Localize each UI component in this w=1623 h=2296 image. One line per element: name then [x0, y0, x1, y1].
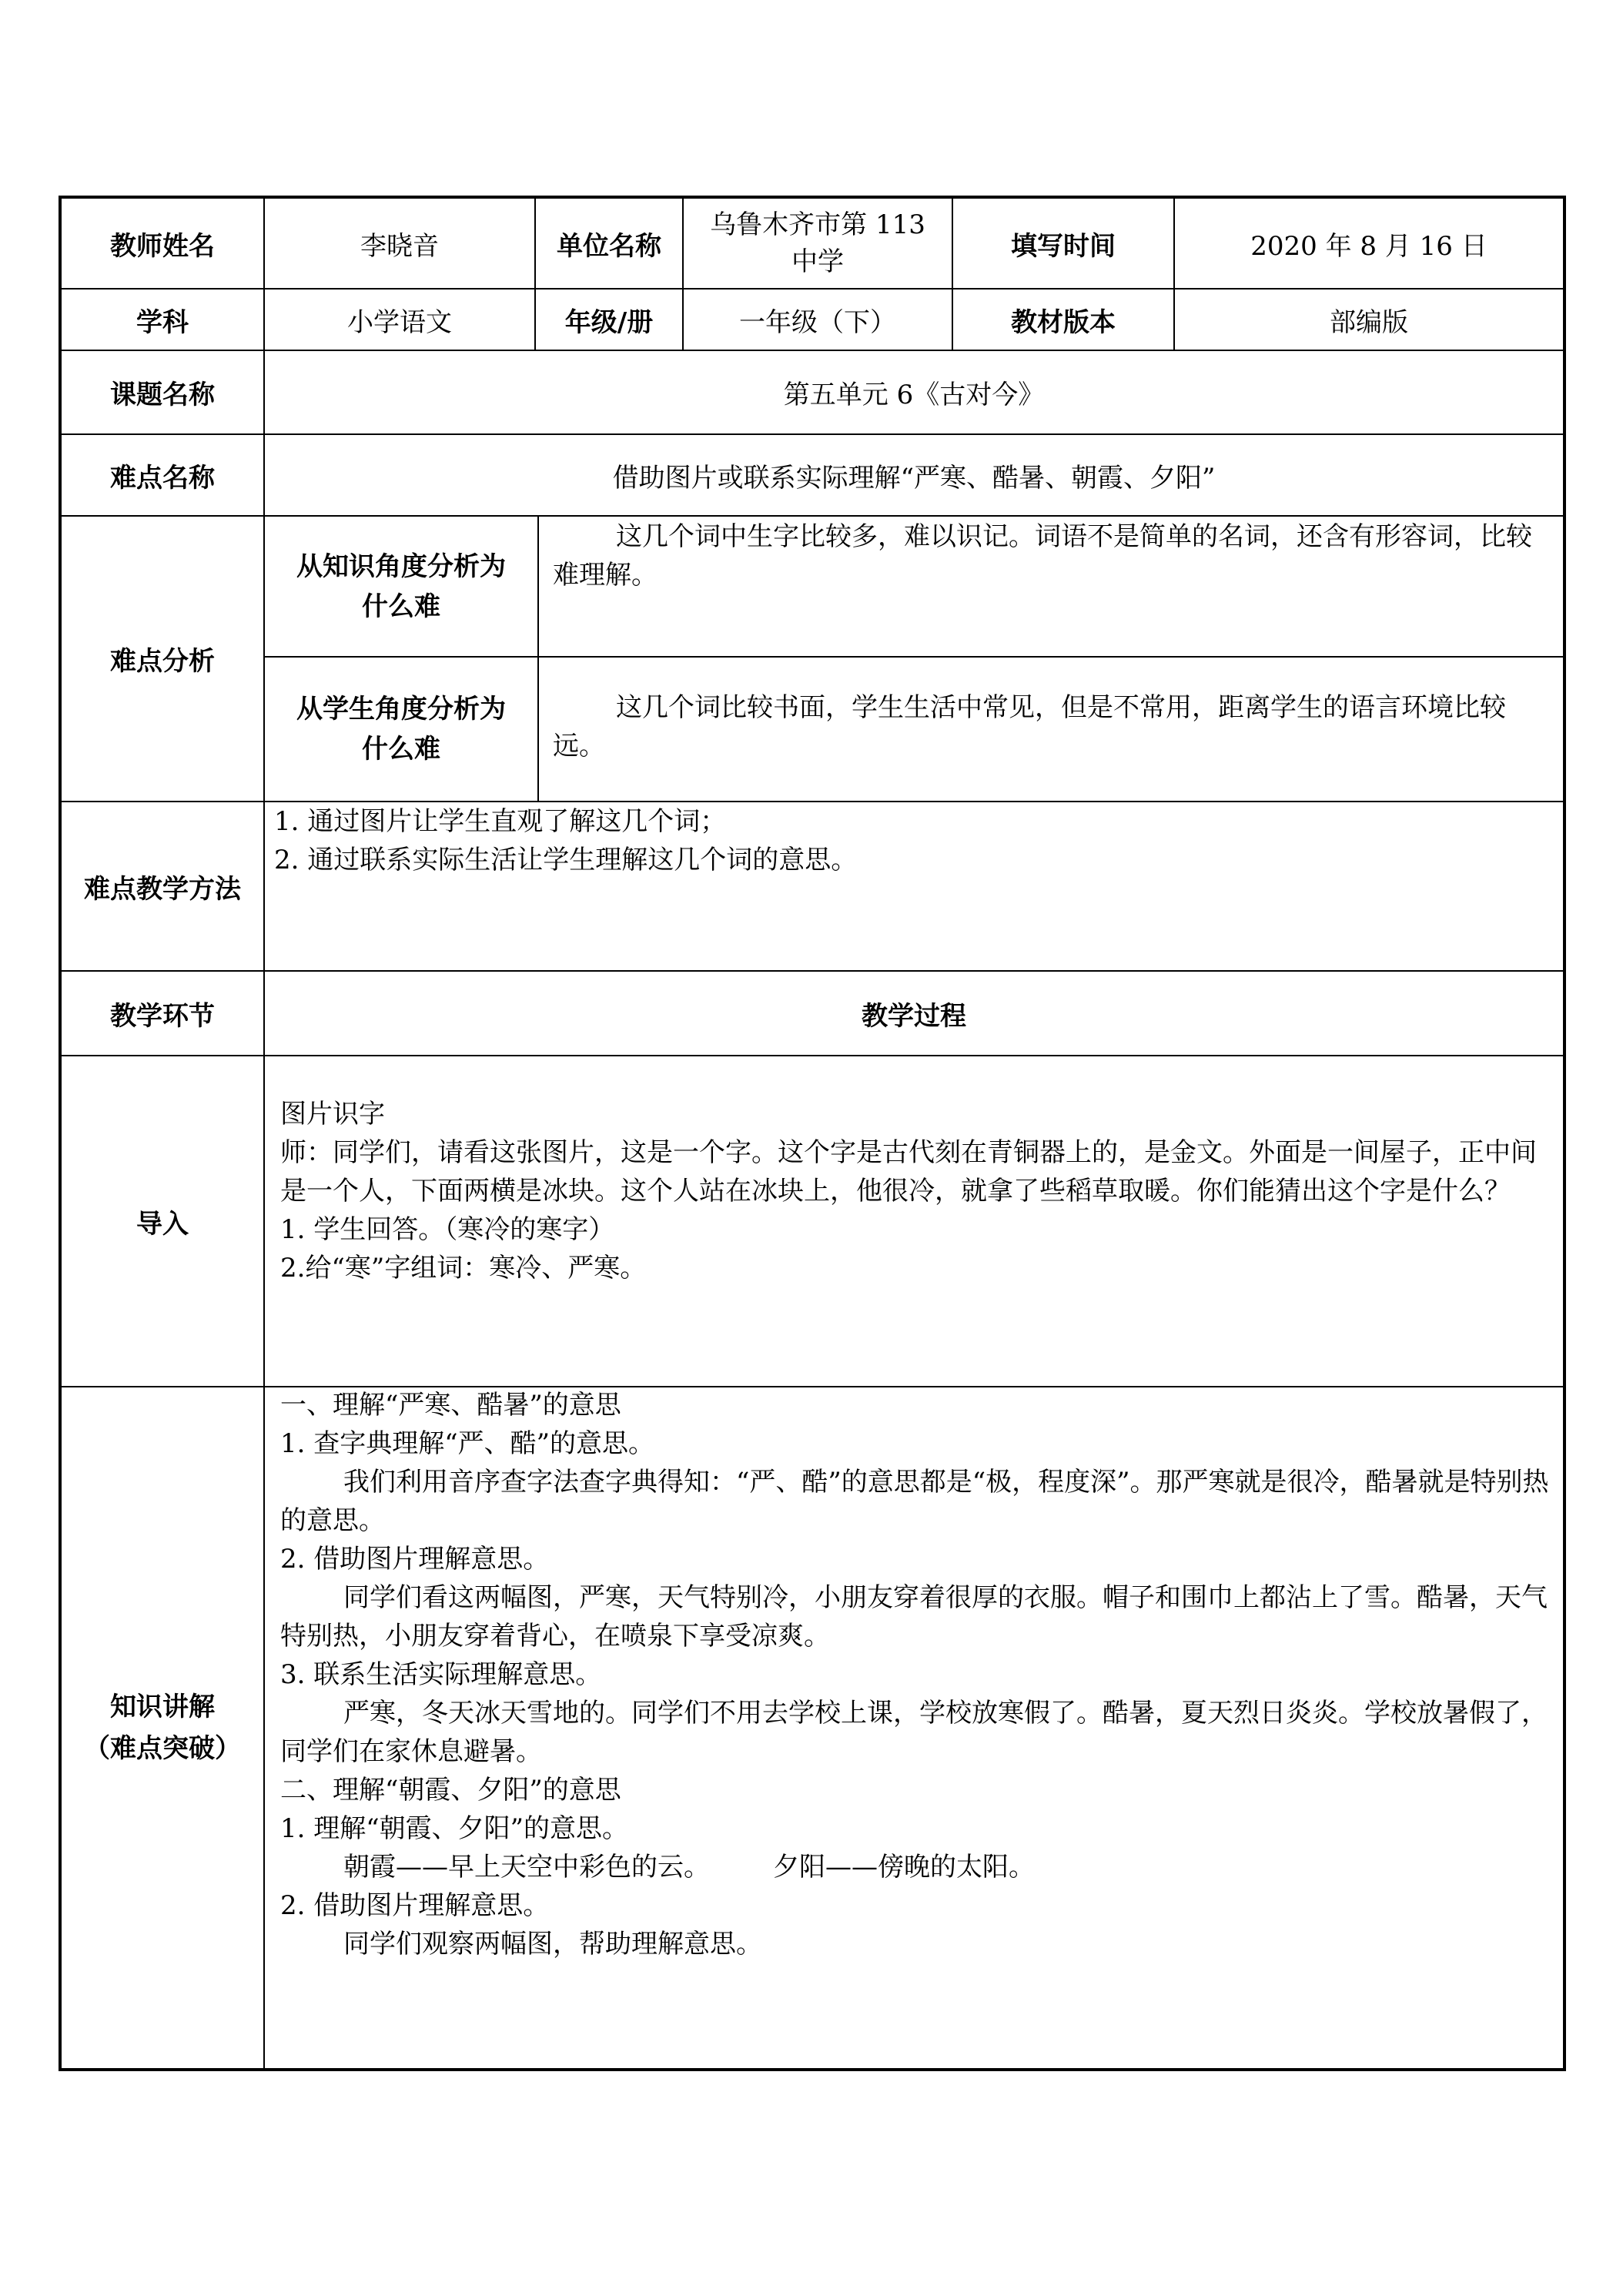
intro-text [280, 1095, 1552, 1287]
intro-line: 2.给“寒”字组词：寒冷、严寒。 [280, 1253, 647, 1284]
unit-name-label: 单位名称 [557, 230, 661, 262]
knowledge-line: 3. 联系生活实际理解意思。 [280, 1659, 602, 1690]
knowledge-text [280, 1386, 1552, 1963]
stage-header: 教学环节 [110, 1000, 215, 1032]
knowledge-line: 2. 借助图片理解意思。 [280, 1890, 550, 1921]
student-angle-line2: 什么难 [362, 734, 440, 765]
method-list [274, 802, 1552, 879]
topic-value: 第五单元 6《古对今》 [783, 380, 1045, 410]
knowledge-line: 1. 理解“朝霞、夕阳”的意思。 [280, 1813, 629, 1844]
knowledge-term-morning: 朝霞——早上天空中彩色的云。 [343, 1852, 710, 1883]
grade-label: 年级/册 [564, 306, 654, 338]
knowledge-term-sunset: 夕阳——傍晚的太阳。 [773, 1852, 1035, 1883]
intro-line: 师：同学们，请看这张图片，这是一个字。这个字是古代刻在青铜器上的，是金文。外面是一间屋子，正中间是一个人，下面两横是冰块。这个人站在冰块上，他很冷，就拿了些稻草取暖。你们能猜出这个字是什么？ [280, 1137, 1537, 1207]
fill-date-label: 填写时间 [1011, 230, 1116, 262]
knowledge-line: 同学们观察两幅图，帮助理解意思。 [343, 1929, 762, 1960]
knowledge-angle-paragraph: 这几个词中生字比较多，难以识记。词语不是简单的名词，还含有形容词，比较难理解。 [553, 521, 1532, 591]
grade-value: 一年级（下） [739, 306, 896, 338]
knowledge-line: 1. 查字典理解“严、酷”的意思。 [280, 1428, 655, 1459]
student-angle-text [553, 688, 1552, 765]
unit-name-line2: 中学 [791, 246, 844, 277]
knowledge-line: 二、理解“朝霞、夕阳”的意思 [280, 1775, 621, 1806]
method-label: 难点教学方法 [84, 873, 241, 905]
intro-line: 1. 学生回答。（寒冷的寒字） [280, 1214, 615, 1245]
student-angle-paragraph: 这几个词比较书面，学生生活中常见，但是不常用，距离学生的语言环境比较远。 [553, 692, 1506, 761]
teacher-name-label: 教师姓名 [110, 230, 215, 262]
method-item: 1. 通过图片让学生直观了解这几个词； [274, 806, 727, 837]
knowledge-label [62, 1387, 263, 2068]
method-item: 2. 通过联系实际生活让学生理解这几个词的意思。 [274, 845, 858, 875]
difficulty-label: 难点名称 [110, 462, 215, 494]
teacher-name-value: 李晓音 [360, 230, 439, 262]
difficulty-value: 借助图片或联系实际理解“严寒、酷暑、朝霞、夕阳” [612, 462, 1216, 494]
knowledge-line: 2. 借助图片理解意思。 [280, 1544, 550, 1575]
knowledge-line: 一、理解“严寒、酷暑”的意思 [280, 1390, 621, 1421]
knowledge-angle-line2: 什么难 [362, 591, 440, 622]
process-header: 教学过程 [862, 1000, 966, 1032]
table-border-right [1563, 196, 1566, 2071]
knowledge-angle-line1: 从知识角度分析为 [296, 551, 506, 582]
knowledge-label-line2: （难点突破） [84, 1733, 241, 1764]
topic-label: 课题名称 [110, 380, 215, 410]
knowledge-line: 我们利用音序查字法查字典得知：“严、酷”的意思都是“极，程度深”。那严寒就是很冷，酷暑就是特别热的意思。 [280, 1467, 1549, 1536]
row-divider [59, 1055, 1566, 1056]
edition-label: 教材版本 [1011, 306, 1116, 338]
unit-name-value [684, 199, 952, 288]
table-border-bottom [59, 2068, 1566, 2071]
knowledge-line: 严寒，冬天冰天雪地的。同学们不用去学校上课，学校放寒假了。酷暑，夏天烈日炎炎。学校放暑假了，同学们在家休息避暑。 [280, 1698, 1548, 1767]
student-angle-label [265, 658, 537, 801]
knowledge-line: 同学们看这两幅图，严寒，天气特别冷，小朋友穿着很厚的衣服。帽子和围巾上都沾上了雪。酷暑，天气特别热，小朋友穿着背心，在喷泉下享受凉爽。 [280, 1582, 1548, 1652]
knowledge-angle-label [265, 517, 537, 656]
knowledge-line [280, 1848, 1552, 1886]
student-angle-line1: 从学生角度分析为 [296, 694, 506, 725]
column-divider [537, 515, 539, 801]
knowledge-angle-text [553, 517, 1552, 594]
knowledge-label-line1: 知识讲解 [110, 1692, 215, 1722]
fill-date-value: 2020 年 8 月 16 日 [1250, 230, 1487, 262]
subject-label: 学科 [136, 306, 189, 338]
analysis-label: 难点分析 [110, 646, 215, 677]
subject-value: 小学语文 [347, 306, 452, 338]
intro-line: 图片识字 [280, 1099, 385, 1130]
edition-value: 部编版 [1330, 306, 1408, 338]
unit-name-line1: 乌鲁木齐市第 113 [710, 209, 925, 240]
intro-label: 导入 [136, 1208, 189, 1240]
